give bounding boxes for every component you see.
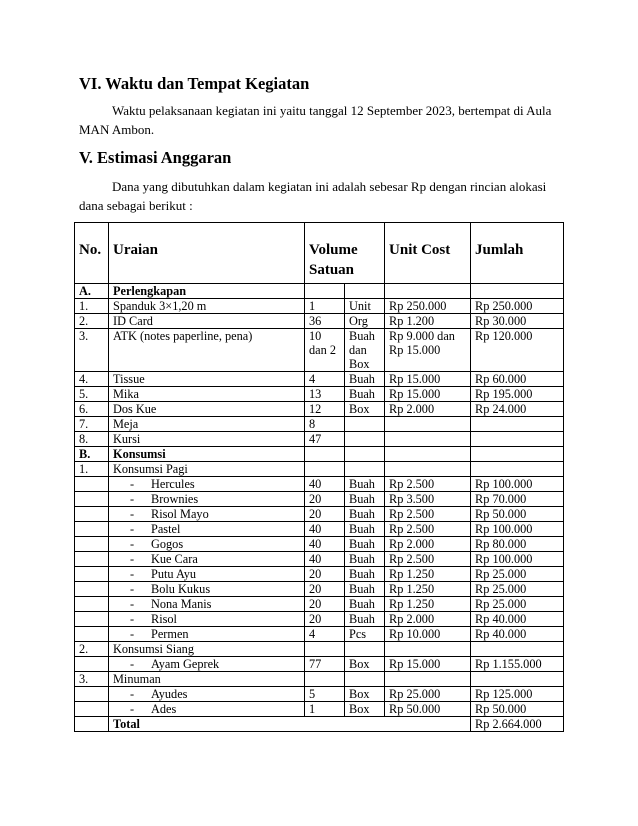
row-unit: Buah xyxy=(345,597,385,612)
table-row xyxy=(75,522,564,537)
row-unit-cost: Rp 1.250 xyxy=(385,582,471,597)
budget-table xyxy=(74,222,564,732)
row-unit: Box xyxy=(345,657,385,672)
row-no: 7. xyxy=(75,417,109,432)
table-row xyxy=(75,299,564,314)
item-name: Permen xyxy=(151,627,189,641)
item-name: Kue Cara xyxy=(151,552,198,566)
row-total: Rp 100.000 xyxy=(471,477,564,492)
row-qty: 40 xyxy=(305,537,345,552)
row-item xyxy=(109,597,305,612)
row-qty: 40 xyxy=(305,477,345,492)
row-total: Rp 25.000 xyxy=(471,567,564,582)
empty-cell xyxy=(471,462,564,477)
row-item xyxy=(109,492,305,507)
header-unit-cost: Unit Cost xyxy=(385,223,471,284)
dash-marker: - xyxy=(130,522,135,536)
row-item xyxy=(109,507,305,522)
table-row xyxy=(75,597,564,612)
empty-cell xyxy=(345,462,385,477)
row-total: Rp 125.000 xyxy=(471,687,564,702)
section-row xyxy=(75,284,564,299)
empty-cell xyxy=(75,477,109,492)
row-qty: 1 xyxy=(305,702,345,717)
group-no: 2. xyxy=(75,642,109,657)
row-unit: Box xyxy=(345,687,385,702)
section-vi-paragraph: Waktu pelaksanaan kegiatan ini yaitu tanggal 12 September 2023, bertempat di Aula MAN Ambon. xyxy=(79,103,552,137)
row-unit: Buah xyxy=(345,492,385,507)
row-unit-cost: Rp 2.000 xyxy=(385,402,471,417)
section-v-heading: V. Estimasi Anggaran xyxy=(79,148,232,167)
section-row xyxy=(75,447,564,462)
row-total: Rp 100.000 xyxy=(471,552,564,567)
table-row xyxy=(75,537,564,552)
header-no: No. xyxy=(75,223,109,284)
row-no: 6. xyxy=(75,402,109,417)
row-unit-cost: Rp 2.500 xyxy=(385,477,471,492)
empty-cell xyxy=(75,522,109,537)
dash-marker: - xyxy=(130,597,135,611)
row-unit-cost: Rp 1.200 xyxy=(385,314,471,329)
empty-cell xyxy=(75,702,109,717)
table-row xyxy=(75,567,564,582)
row-item xyxy=(109,477,305,492)
table-row xyxy=(75,314,564,329)
empty-cell xyxy=(75,657,109,672)
row-unit-cost: Rp 15.000 xyxy=(385,657,471,672)
dash-marker: - xyxy=(130,657,135,671)
row-item: Spanduk 3×1,20 m xyxy=(109,299,305,314)
row-unit-cost: Rp 9.000 dan Rp 15.000 xyxy=(385,329,471,372)
empty-cell xyxy=(75,507,109,522)
row-qty: 1 xyxy=(305,299,345,314)
item-name: Putu Ayu xyxy=(151,567,196,581)
row-total: Rp 70.000 xyxy=(471,492,564,507)
row-unit-cost xyxy=(385,432,471,447)
dash-marker: - xyxy=(130,702,135,716)
item-name: Risol xyxy=(151,612,177,626)
group-title: Konsumsi Pagi xyxy=(109,462,305,477)
table-row xyxy=(75,372,564,387)
table-row xyxy=(75,687,564,702)
row-qty: 20 xyxy=(305,582,345,597)
empty-cell xyxy=(471,447,564,462)
row-unit: Buah xyxy=(345,612,385,627)
row-unit-cost: Rp 2.500 xyxy=(385,552,471,567)
row-total: Rp 24.000 xyxy=(471,402,564,417)
empty-cell xyxy=(385,672,471,687)
group-row xyxy=(75,672,564,687)
row-unit-cost: Rp 1.250 xyxy=(385,567,471,582)
row-total: Rp 30.000 xyxy=(471,314,564,329)
row-no: 8. xyxy=(75,432,109,447)
row-item xyxy=(109,657,305,672)
empty-cell xyxy=(75,492,109,507)
table-row xyxy=(75,507,564,522)
row-unit-cost: Rp 2.000 xyxy=(385,537,471,552)
row-unit: Box xyxy=(345,702,385,717)
row-item xyxy=(109,522,305,537)
section-title: Konsumsi xyxy=(109,447,305,462)
row-item xyxy=(109,537,305,552)
row-total: Rp 50.000 xyxy=(471,702,564,717)
row-unit-cost: Rp 2.500 xyxy=(385,522,471,537)
table-body xyxy=(75,284,564,732)
dash-marker: - xyxy=(130,687,135,701)
row-item xyxy=(109,702,305,717)
row-item xyxy=(109,567,305,582)
table-row xyxy=(75,329,564,372)
total-label: Total xyxy=(109,717,471,732)
item-name: Ayam Geprek xyxy=(151,657,220,671)
empty-cell xyxy=(75,687,109,702)
row-qty: 13 xyxy=(305,387,345,402)
row-unit: Pcs xyxy=(345,627,385,642)
item-name: Hercules xyxy=(151,477,195,491)
row-unit: Buah xyxy=(345,477,385,492)
empty-cell xyxy=(75,597,109,612)
row-unit: Buah xyxy=(345,522,385,537)
section-title: Perlengkapan xyxy=(109,284,305,299)
dash-marker: - xyxy=(130,552,135,566)
empty-cell xyxy=(75,567,109,582)
row-unit-cost: Rp 15.000 xyxy=(385,372,471,387)
table-row xyxy=(75,702,564,717)
row-item xyxy=(109,552,305,567)
empty-cell xyxy=(385,284,471,299)
row-total: Rp 120.000 xyxy=(471,329,564,372)
empty-cell xyxy=(385,642,471,657)
table-row xyxy=(75,582,564,597)
group-row xyxy=(75,642,564,657)
row-item: Kursi xyxy=(109,432,305,447)
empty-cell xyxy=(471,284,564,299)
row-total: Rp 1.155.000 xyxy=(471,657,564,672)
row-unit: Buah xyxy=(345,372,385,387)
section-code: A. xyxy=(75,284,109,299)
row-unit-cost: Rp 250.000 xyxy=(385,299,471,314)
row-qty: 20 xyxy=(305,612,345,627)
row-qty: 20 xyxy=(305,597,345,612)
item-name: Brownies xyxy=(151,492,199,506)
table-row xyxy=(75,627,564,642)
total-row xyxy=(75,717,564,732)
row-no: 3. xyxy=(75,329,109,372)
empty-cell xyxy=(471,642,564,657)
empty-cell xyxy=(75,537,109,552)
section-code: B. xyxy=(75,447,109,462)
row-item: ATK (notes paperline, pena) xyxy=(109,329,305,372)
row-qty: 36 xyxy=(305,314,345,329)
group-title: Konsumsi Siang xyxy=(109,642,305,657)
row-qty: 77 xyxy=(305,657,345,672)
group-row xyxy=(75,462,564,477)
row-qty: 40 xyxy=(305,552,345,567)
row-unit-cost xyxy=(385,417,471,432)
empty-cell xyxy=(305,642,345,657)
row-qty: 12 xyxy=(305,402,345,417)
empty-cell xyxy=(305,284,345,299)
table-row xyxy=(75,387,564,402)
total-value: Rp 2.664.000 xyxy=(471,717,564,732)
row-unit-cost: Rp 15.000 xyxy=(385,387,471,402)
row-qty: 5 xyxy=(305,687,345,702)
table-header-row xyxy=(75,223,564,284)
row-qty: 10 dan 2 xyxy=(305,329,345,372)
row-item: Mika xyxy=(109,387,305,402)
row-unit-cost: Rp 2.500 xyxy=(385,507,471,522)
table-row xyxy=(75,612,564,627)
row-unit xyxy=(345,432,385,447)
row-total: Rp 195.000 xyxy=(471,387,564,402)
empty-cell xyxy=(345,672,385,687)
group-no: 3. xyxy=(75,672,109,687)
row-unit: Box xyxy=(345,402,385,417)
row-unit: Org xyxy=(345,314,385,329)
item-name: Gogos xyxy=(151,537,184,551)
empty-cell xyxy=(305,447,345,462)
header-volume-satuan: Volume Satuan xyxy=(305,223,385,284)
row-no: 5. xyxy=(75,387,109,402)
row-unit-cost: Rp 1.250 xyxy=(385,597,471,612)
section-v-paragraph: Dana yang dibutuhkan dalam kegiatan ini adalah sebesar Rp dengan rincian alokasi dana sebagai berikut : xyxy=(79,179,547,213)
dash-marker: - xyxy=(130,627,135,641)
row-item: Tissue xyxy=(109,372,305,387)
row-total: Rp 100.000 xyxy=(471,522,564,537)
row-total: Rp 40.000 xyxy=(471,612,564,627)
empty-cell xyxy=(345,284,385,299)
group-no: 1. xyxy=(75,462,109,477)
row-item: Dos Kue xyxy=(109,402,305,417)
row-unit: Buah dan Box xyxy=(345,329,385,372)
dash-marker: - xyxy=(130,612,135,626)
table-row xyxy=(75,477,564,492)
row-unit: Buah xyxy=(345,567,385,582)
item-name: Pastel xyxy=(151,522,181,536)
header-jumlah: Jumlah xyxy=(471,223,564,284)
item-name: Risol Mayo xyxy=(151,507,209,521)
empty-cell xyxy=(345,642,385,657)
row-unit xyxy=(345,417,385,432)
row-item xyxy=(109,612,305,627)
empty-cell xyxy=(305,462,345,477)
empty-cell xyxy=(75,717,109,732)
row-total: Rp 40.000 xyxy=(471,627,564,642)
row-qty: 40 xyxy=(305,522,345,537)
row-unit-cost: Rp 25.000 xyxy=(385,687,471,702)
row-total: Rp 25.000 xyxy=(471,582,564,597)
item-name: Nona Manis xyxy=(151,597,212,611)
row-total: Rp 60.000 xyxy=(471,372,564,387)
row-total xyxy=(471,432,564,447)
row-unit: Buah xyxy=(345,552,385,567)
row-unit-cost: Rp 2.000 xyxy=(385,612,471,627)
row-unit-cost: Rp 50.000 xyxy=(385,702,471,717)
table-row xyxy=(75,492,564,507)
row-no: 4. xyxy=(75,372,109,387)
empty-cell xyxy=(75,582,109,597)
row-item xyxy=(109,687,305,702)
row-no: 1. xyxy=(75,299,109,314)
row-qty: 47 xyxy=(305,432,345,447)
row-total: Rp 25.000 xyxy=(471,597,564,612)
row-no: 2. xyxy=(75,314,109,329)
empty-cell xyxy=(305,672,345,687)
row-unit: Buah xyxy=(345,537,385,552)
table-row xyxy=(75,552,564,567)
row-total: Rp 50.000 xyxy=(471,507,564,522)
row-item: ID Card xyxy=(109,314,305,329)
row-qty: 4 xyxy=(305,372,345,387)
row-total: Rp 250.000 xyxy=(471,299,564,314)
row-item: Meja xyxy=(109,417,305,432)
row-unit: Buah xyxy=(345,582,385,597)
table-row xyxy=(75,432,564,447)
row-qty: 4 xyxy=(305,627,345,642)
dash-marker: - xyxy=(130,567,135,581)
dash-marker: - xyxy=(130,582,135,596)
empty-cell xyxy=(75,627,109,642)
dash-marker: - xyxy=(130,477,135,491)
row-unit-cost: Rp 10.000 xyxy=(385,627,471,642)
row-unit-cost: Rp 3.500 xyxy=(385,492,471,507)
row-qty: 20 xyxy=(305,507,345,522)
row-total xyxy=(471,417,564,432)
dash-marker: - xyxy=(130,507,135,521)
row-item xyxy=(109,582,305,597)
dash-marker: - xyxy=(130,492,135,506)
item-name: Bolu Kukus xyxy=(151,582,211,596)
row-qty: 20 xyxy=(305,567,345,582)
table-row xyxy=(75,657,564,672)
empty-cell xyxy=(75,612,109,627)
empty-cell xyxy=(385,447,471,462)
empty-cell xyxy=(75,552,109,567)
empty-cell xyxy=(345,447,385,462)
section-vi-heading: VI. Waktu dan Tempat Kegiatan xyxy=(79,74,310,93)
table-row xyxy=(75,402,564,417)
item-name: Ades xyxy=(151,702,177,716)
group-title: Minuman xyxy=(109,672,305,687)
row-total: Rp 80.000 xyxy=(471,537,564,552)
header-uraian: Uraian xyxy=(109,223,305,284)
row-unit: Buah xyxy=(345,507,385,522)
empty-cell xyxy=(385,462,471,477)
row-qty: 20 xyxy=(305,492,345,507)
row-item xyxy=(109,627,305,642)
row-qty: 8 xyxy=(305,417,345,432)
dash-marker: - xyxy=(130,537,135,551)
empty-cell xyxy=(471,672,564,687)
item-name: Ayudes xyxy=(151,687,188,701)
row-unit: Unit xyxy=(345,299,385,314)
row-unit: Buah xyxy=(345,387,385,402)
table-row xyxy=(75,417,564,432)
